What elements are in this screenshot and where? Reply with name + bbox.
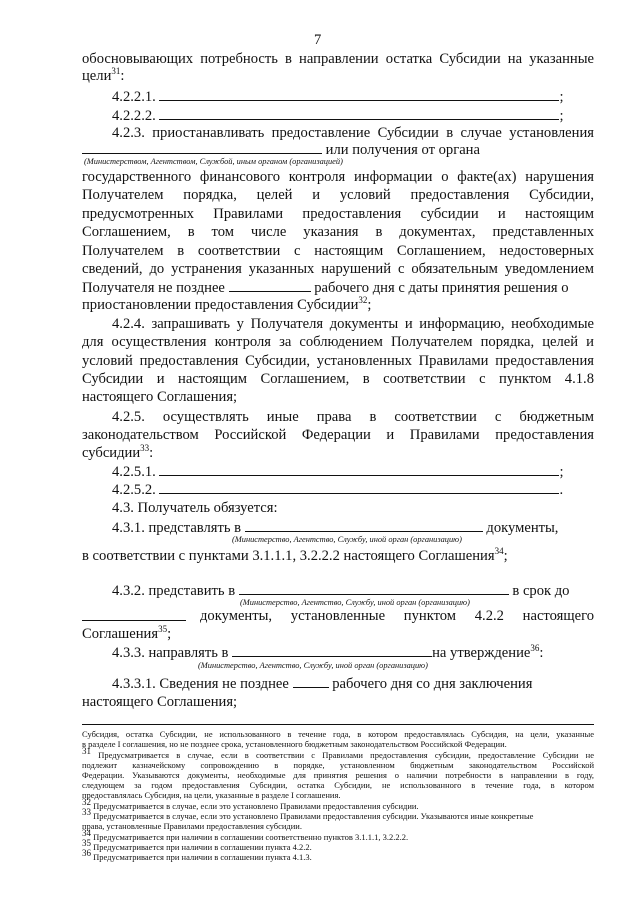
body-line: 4.3.3.1. Сведения не позднее рабочего дня со дня заключения (112, 676, 533, 692)
item-4-2-5-1: 4.2.5.1. ; (112, 464, 564, 480)
fill-blank (159, 107, 559, 120)
fill-blank (159, 463, 559, 476)
fill-blank (293, 675, 329, 688)
fill-blank (245, 519, 483, 532)
footnote-line: следующем за годом предоставления Субсидии, остатка Субсидии, не использованного в течение года, в котором (82, 780, 594, 790)
footnote-ref: 32 (358, 295, 368, 306)
item-4-2-2-1: 4.2.2.1. ; (112, 89, 564, 105)
blank-caption: (Министерство, Агентство, Службу, иной орган (организацию) (240, 598, 470, 607)
footnote-35: 35 Предусматривается при наличии в соглашении пункта 4.2.2. (82, 838, 312, 852)
footnote-ref: 31 (111, 66, 121, 77)
footnote-line: подлежит казначейскому сопровождению в порядке, установленном бюджетным законодательством Российской (82, 760, 594, 770)
footnote-36: 36 Предусматривается при наличии в соглашении пункта 4.1.3. (82, 848, 312, 862)
body-line: субсидии$^{33}$: (82, 443, 154, 461)
footnote-line: в разделе I соглашения, но не позднее срока, установленного бюджетным законодательством Российской Федерации. (82, 739, 507, 749)
body-line: Получателем в соответствии с настоящим Соглашением, недостоверных (82, 243, 594, 259)
body-line: 4.2.3. приостанавливать предоставление Субсидии в случае установления (112, 125, 594, 141)
fill-blank (82, 141, 322, 154)
fill-blank (232, 644, 432, 657)
body-line: 4.2.5. осуществлять иные права в соответствии с бюджетным (112, 409, 594, 425)
body-line: Субсидии и настоящим Соглашением, в соответствии с пунктом 4.1.8 (82, 371, 594, 387)
body-line: 4.3.3. направлять в на утверждение$^{36}$: (112, 643, 544, 661)
body-line: Соглашением, в том числе указания в документах, представленных (82, 224, 594, 240)
footnote-ref: 35 (158, 624, 168, 635)
footnote-34: 34 Предусматривается при наличии в соглашении соответственно пунктов 3.1.1.1, 3.2.2.2. (82, 828, 409, 842)
footnote-line: Субсидия, остатка Субсидии, не использованного в течение года, в котором предоставлялась Субсидия, на цели, указанные (82, 729, 594, 739)
body-line: или получения от органа (82, 141, 480, 159)
footnote-ref: 36 (530, 643, 540, 654)
blank-caption: (Министерством, Агентством, Службой, иным органом (организацией) (84, 157, 343, 166)
fill-blank (159, 88, 559, 101)
fill-blank (82, 608, 186, 621)
fill-blank (229, 279, 311, 292)
section-heading: 4.3. Получатель обязуется: (112, 500, 278, 516)
body-line: настоящего Соглашения; (82, 389, 238, 405)
body-line: цели$^{31}$: (82, 66, 125, 84)
footnote-ref: 33 (140, 443, 150, 454)
body-line: 4.3.1. представлять в документы, (112, 520, 559, 536)
fill-blank (239, 582, 509, 595)
body-line: для осуществления контроля за соблюдением Получателем порядка, целей и (82, 334, 594, 350)
footnote-31: 31 Предусматривается в случае, если в соответствии с Правилами предоставления субсидии, предоставление Субсидии не (82, 746, 594, 760)
body-line: Соглашения$^{35}$; (82, 624, 172, 642)
footnote-separator (82, 724, 594, 725)
body-line: условий предоставления Субсидии, установленных Правилами предоставления (82, 353, 594, 369)
fill-blank (159, 481, 559, 494)
item-4-2-5-2: 4.2.5.2. . (112, 482, 564, 498)
body-line: государственного финансового контроля информации о факте(ах) нарушения (82, 169, 594, 185)
page-number: 7 (314, 32, 322, 48)
body-line: приостановлении предоставления Субсидии$^{32}$; (82, 295, 372, 313)
body-line: 4.3.2. представить в в срок до (112, 583, 570, 599)
footnote-line: права, установленные Правилами предоставления субсидии. (82, 821, 302, 831)
body-line: документы, установленные пунктом 4.2.2 настоящего (82, 608, 594, 626)
body-line: сведений, до устранения указанных нарушений с обязательным уведомлением (82, 261, 594, 277)
body-line: настоящего Соглашения; (82, 694, 238, 710)
body-line: в соответствии с пунктами 3.1.1.1, 3.2.2.2 настоящего Соглашения$^{34}$; (82, 546, 508, 564)
blank-caption: (Министерство, Агентство, Службу, иной орган (организацию) (232, 535, 462, 544)
body-line: Получателем порядка, целей и условий предоставления Субсидии, (82, 187, 594, 203)
body-line: предусмотренных Правилами предоставления субсидии и настоящим (82, 206, 594, 222)
body-line: Получателя не позднее рабочего дня с даты принятия решения о (82, 280, 569, 296)
footnote-33: 33 Предусматривается в случае, если это установлено Правилами предоставления субсидии. Указываются иные конкретные (82, 807, 534, 821)
body-line: 4.2.4. запрашивать у Получателя документы и информацию, необходимые (112, 316, 594, 332)
footnote-ref: 34 (494, 546, 504, 557)
body-line: обосновывающих потребность в направлении остатка Субсидии на указанные (82, 51, 594, 67)
footnote-line: предоставлялась Субсидия, на цели, указанные в разделе I соглашения. (82, 790, 341, 800)
footnote-line: Федерации. Указываются документы, необходимые для принятия решения о наличии потребности в направлении в году, (82, 770, 594, 780)
footnote-32: 32 Предусматривается в случае, если это установлено Правилами предоставления субсидии. (82, 797, 419, 811)
blank-caption: (Министерство, Агентство, Службу, иной орган (организацию) (198, 661, 428, 670)
item-4-2-2-2: 4.2.2.2. ; (112, 108, 564, 124)
body-line: законодательством Российской Федерации и Правилами предоставления (82, 427, 594, 443)
